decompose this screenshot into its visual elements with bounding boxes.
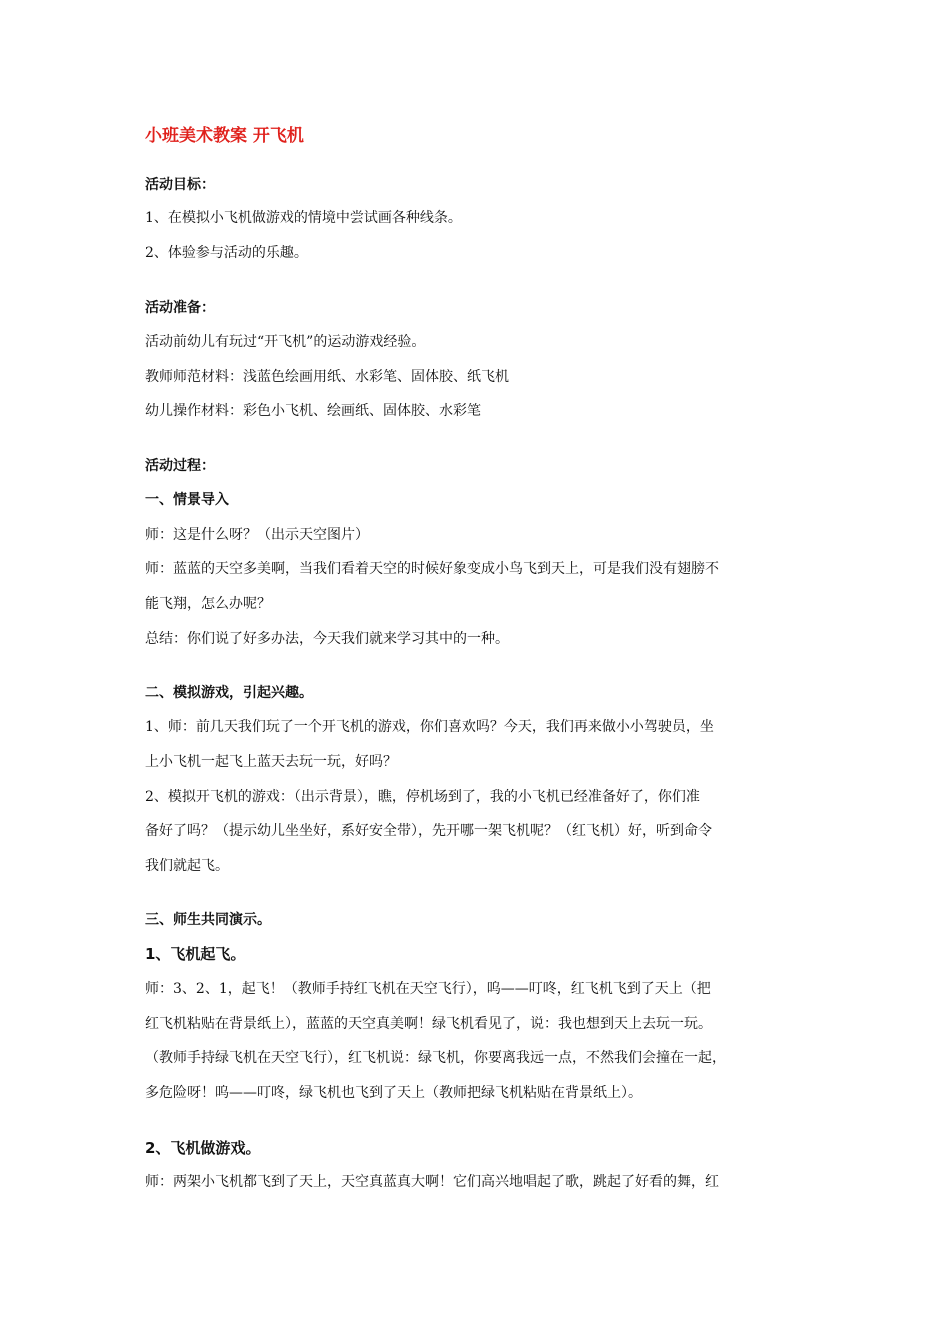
- section-heading-simulate: 二、模拟游戏，引起兴趣。: [145, 685, 313, 701]
- paragraph-line: 上小飞机一起飞上蓝天去玩一玩，好吗？: [145, 754, 397, 770]
- section-heading-demo: 三、师生共同演示。: [145, 912, 271, 928]
- paragraph-line: （教师手持绿飞机在天空飞行），红飞机说：绿飞机，你要离我远一点，不然我们会撞在一起，: [145, 1050, 726, 1066]
- paragraph-line: 1、在模拟小飞机做游戏的情境中尝试画各种线条。: [145, 210, 462, 226]
- paragraph-line: 师：3、2、1，起飞！（教师手持红飞机在天空飞行），呜——叮咚，红飞机飞到了天上（把: [145, 981, 711, 997]
- subheading-plane-game: 2、飞机做游戏。: [145, 1139, 261, 1157]
- paragraph-line: 总结：你们说了好多办法，今天我们就来学习其中的一种。: [145, 631, 509, 647]
- doc-title: 小班美术教案 开飞机: [145, 126, 304, 146]
- paragraph-line: 备好了吗？（提示幼儿坐坐好，系好安全带），先开哪一架飞机呢？（红飞机）好，听到命令: [145, 823, 712, 839]
- paragraph-line: 师：这是什么呀？（出示天空图片）: [145, 527, 369, 543]
- section-heading-process: 活动过程：: [145, 458, 215, 474]
- paragraph-line: 幼儿操作材料：彩色小飞机、绘画纸、固体胶、水彩笔: [145, 403, 481, 419]
- paragraph-line: 活动前幼儿有玩过“开飞机”的运动游戏经验。: [145, 334, 426, 350]
- paragraph-line: 我们就起飞。: [145, 858, 229, 874]
- paragraph-line: 多危险呀！呜——叮咚，绿飞机也飞到了天上（教师把绿飞机粘贴在背景纸上）。: [145, 1085, 642, 1101]
- paragraph-line: 2、模拟开飞机的游戏：（出示背景），瞧，停机场到了，我的小飞机已经准备好了，你们准: [145, 789, 700, 805]
- paragraph-line: 师：两架小飞机都飞到了天上，天空真蓝真大啊！它们高兴地唱起了歌，跳起了好看的舞，红: [145, 1174, 719, 1190]
- subheading-takeoff: 1、飞机起飞。: [145, 945, 246, 963]
- paragraph-line: 1、师：前几天我们玩了一个开飞机的游戏，你们喜欢吗？今天，我们再来做小小驾驶员，坐: [145, 719, 714, 735]
- section-heading-preparation: 活动准备：: [145, 300, 215, 316]
- section-heading-goals: 活动目标：: [145, 177, 215, 193]
- paragraph-line: 师：蓝蓝的天空多美啊，当我们看着天空的时候好象变成小鸟飞到天上，可是我们没有翅膀不: [145, 561, 719, 577]
- paragraph-line: 2、体验参与活动的乐趣。: [145, 245, 308, 261]
- paragraph-line: 教师师范材料：浅蓝色绘画用纸、水彩笔、固体胶、纸飞机: [145, 369, 509, 385]
- paragraph-line: 能飞翔，怎么办呢？: [145, 596, 271, 612]
- section-heading-intro: 一、情景导入: [145, 492, 229, 508]
- paragraph-line: 红飞机粘贴在背景纸上），蓝蓝的天空真美啊！绿飞机看见了，说：我也想到天上去玩一玩。: [145, 1016, 712, 1032]
